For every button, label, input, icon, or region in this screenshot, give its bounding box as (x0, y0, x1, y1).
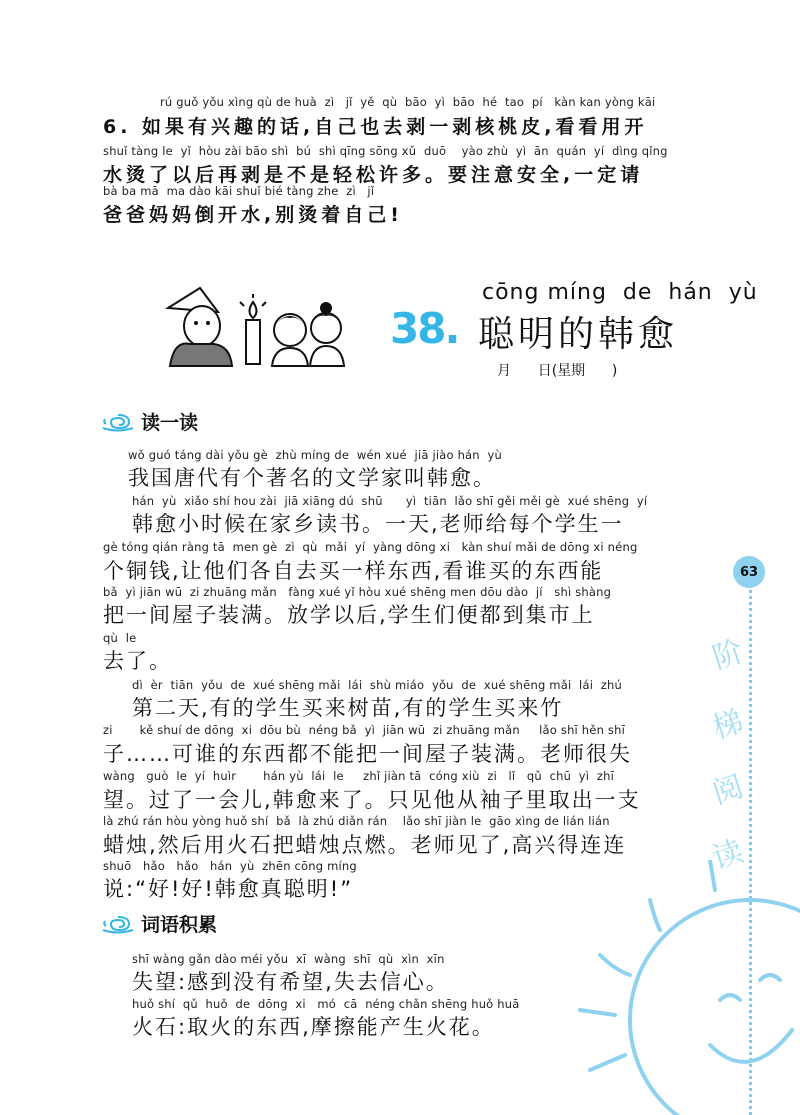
pinyin-line: shuǐ tàng le yǐ hòu zài bāo shì bú shì qīng sōng xǔ duō yào zhù yì ān quán yí dìng qǐng (103, 144, 668, 158)
pinyin-line: huǒ shí qǔ huǒ de dōng xi mó cā néng chǎn shēng huǒ huā (132, 997, 520, 1011)
hanzi-line: 把一间屋子装满。放学以后,学生们便都到集市上 (103, 603, 595, 627)
pinyin-line: qù le (103, 631, 137, 645)
hanzi-line: 火石:取火的东西,摩擦能产生火花。 (132, 1015, 495, 1039)
pinyin-line: rú guǒ yǒu xìng qù de huà zì jǐ yě qù bāo yì bāo hé tao pí kàn kan yòng kāi (160, 95, 656, 109)
lesson-illustration (160, 268, 380, 368)
page-number-badge: 63 (733, 556, 765, 588)
pinyin-line: wàng guò le yí huìr hán yù lái le zhǐ jiàn tā cóng xiù zi lǐ qǔ chū yì zhī (103, 769, 615, 783)
hanzi-line: 子……可谁的东西都不能把一间屋子装满。老师很失 (103, 742, 632, 766)
section-read-title (101, 408, 198, 435)
hanzi-line: 爸爸妈妈倒开水,别烫着自己! (103, 204, 403, 226)
lesson-number: 38. (390, 304, 459, 353)
pinyin-line: bà ba mā ma dào kāi shuǐ bié tàng zhe zì jǐ (103, 184, 375, 198)
section-words-title (101, 910, 217, 937)
hanzi-line: 蜡烛,然后用火石把蜡烛点燃。老师见了,高兴得连连 (103, 833, 627, 857)
teacher-students-candle-illustration (160, 268, 380, 368)
pinyin-line: dì èr tiān yǒu de xué shēng mǎi lái shù miáo yǒu de xué shēng mǎi lái zhú (132, 678, 623, 692)
hanzi-line: 水烫了以后再剥是不是轻松许多。要注意安全,一定请 (103, 164, 644, 186)
side-char: 阶 (708, 634, 748, 677)
pinyin-line: là zhú rán hòu yòng huǒ shí bǎ là zhú diǎn rán lǎo shī jiàn le gāo xìng de lián lián (103, 814, 610, 828)
lesson-title: 聪明的韩愈 (478, 314, 679, 355)
pinyin-line: gè tóng qián ràng tā men gè zì qù mǎi yí yàng dōng xi kàn shuí mǎi de dōng xi néng (103, 540, 638, 554)
hanzi-line: 失望:感到没有希望,失去信心。 (132, 970, 449, 994)
hanzi-line: 韩愈小时候在家乡读书。一天,老师给每个学生一 (132, 512, 624, 536)
hanzi-line: 说:“好!好!韩愈真聪明!” (103, 877, 354, 901)
section-words-label: 词语积累 (141, 914, 218, 936)
lesson-title-pinyin: cōng míng de hán yù (482, 280, 758, 305)
pinyin-line: zi kě shuí de dōng xi dōu bù néng bǎ yì jiān wū zi zhuāng mǎn lǎo shī hěn shī (103, 723, 625, 737)
hanzi-line: 6. 如果有兴趣的话,自己也去剥一剥核桃皮,看看用开 (103, 116, 648, 138)
swirl-icon (101, 913, 135, 935)
pinyin-line: hán yù xiǎo shí hou zài jiā xiāng dú shū yì tiān lǎo shī gěi měi gè xué shēng yí (132, 494, 648, 508)
side-char: 阅 (708, 769, 748, 812)
date-line: 月 日(星期 ) (497, 363, 618, 379)
sun-doodle-icon (560, 860, 800, 1115)
pinyin-line: shī wàng gǎn dào méi yǒu xī wàng shī qù xìn xīn (132, 952, 445, 966)
pinyin-line: wǒ guó táng dài yǒu gè zhù míng de wén xué jiā jiào hán yù (128, 448, 502, 462)
swirl-icon (101, 411, 135, 433)
hanzi-line: 第二天,有的学生买来树苗,有的学生买来竹 (132, 696, 564, 720)
pinyin-line: bǎ yì jiān wū zi zhuāng mǎn fàng xué yǐ hòu xué shēng men dōu dào jí shì shàng (103, 585, 612, 599)
hanzi-line: 我国唐代有个著名的文学家叫韩愈。 (128, 466, 496, 490)
hanzi-line: 去了。 (103, 649, 172, 673)
hanzi-line: 个铜钱,让他们各自去买一样东西,看谁买的东西能 (103, 559, 604, 583)
side-char: 梯 (708, 704, 748, 747)
side-char: 读 (708, 834, 748, 877)
hanzi-line: 望。过了一会儿,韩愈来了。只见他从袖子里取出一支 (103, 788, 641, 812)
section-read-label: 读一读 (141, 412, 199, 434)
pinyin-line: shuō hǎo hǎo hán yù zhēn cōng míng (103, 859, 357, 873)
